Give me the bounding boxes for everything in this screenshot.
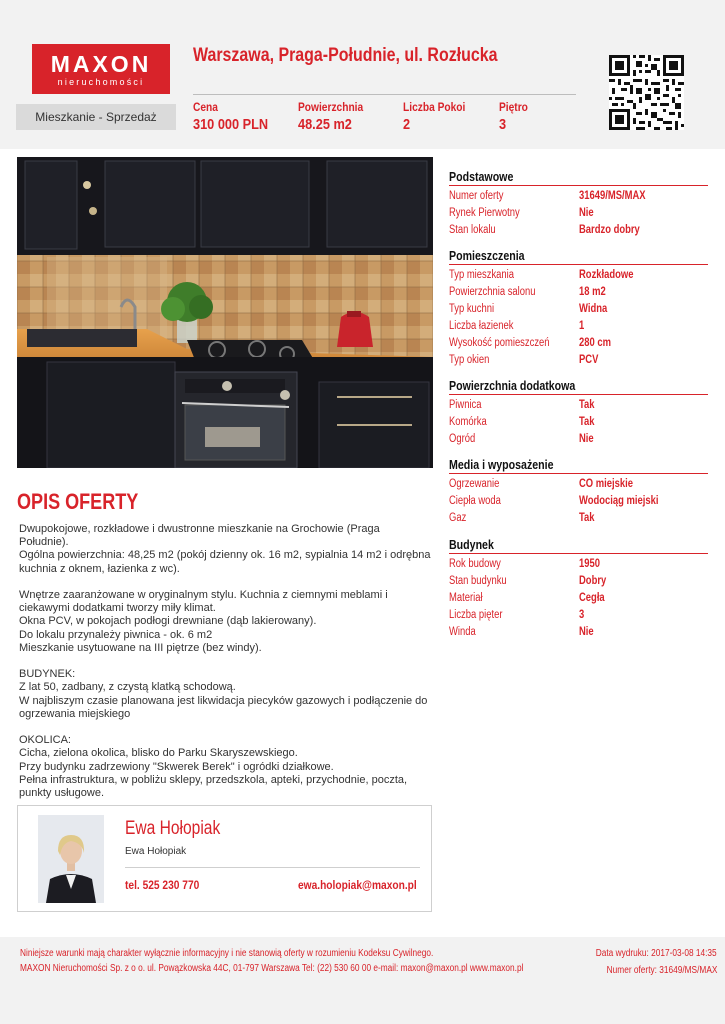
footer-print-date: Data wydruku: 2017-03-08 14:35 [596,948,717,959]
info-key: Stan budynku [449,575,507,587]
footer-offer-number: Numer oferty: 31649/MS/MAX [606,965,717,976]
section-divider [449,553,708,554]
section-title: Pomieszczenia [449,249,525,263]
info-key: Liczba pięter [449,609,503,621]
info-row [449,624,708,641]
description-title: OPIS OFERTY [17,489,139,514]
stat-price [193,100,281,133]
info-key: Liczba łazienek [449,320,514,332]
info-value: 1 [579,320,585,332]
info-row [449,590,708,607]
info-key: Winda [449,626,476,638]
info-row [449,607,708,624]
info-value: Nie [579,207,594,219]
section-divider [449,185,708,186]
info-key: Numer oferty [449,190,504,202]
property-photo[interactable] [17,157,433,468]
section-divider [449,264,708,265]
listing-title: Warszawa, Praga-Południe, ul. Rozłucka [193,45,498,66]
listing-type-badge: Mieszkanie - Sprzedaż [16,104,176,130]
info-row [449,476,708,493]
agent-email-link[interactable]: ewa.holopiak@maxon.pl [298,878,417,892]
agent-avatar [38,815,104,903]
info-key: Ciepła woda [449,495,501,507]
title-divider [193,94,576,95]
section-divider [449,473,708,474]
info-row [449,318,708,335]
info-row [449,397,708,414]
info-value: Tak [579,416,595,428]
info-row [449,573,708,590]
info-key: Typ kuchni [449,303,495,315]
agent-divider [125,867,420,868]
footer-disclaimer: Niniejsze warunki mają charakter wyłącznie informacyjny i nie stanowią oferty w rozumieniu Kodeksu Cywilnego. [20,948,434,959]
footer-company-info: MAXON Nieruchomości Sp. z o o. ul. Powązkowska 44C, 01-797 Warszawa Tel: (22) 530 60 00 e-mail: maxon@maxon.pl www.maxon.pl [20,963,524,974]
info-key: Wysokość pomieszczeń [449,337,550,349]
info-row [449,510,708,527]
agent-card [17,805,432,912]
stat-label: Piętro [499,100,528,114]
agent-subtitle: Ewa Hołopiak [125,846,187,857]
stat-floor [499,100,533,133]
info-key: Typ okien [449,354,490,366]
info-value: Nie [579,626,594,638]
section-rooms [449,248,708,369]
stat-label: Cena [193,100,218,114]
info-row [449,284,708,301]
info-key: Rynek Pierwotny [449,207,520,219]
info-key: Ogrzewanie [449,478,500,490]
info-row [449,267,708,284]
info-row [449,414,708,431]
logo-tagline: nieruchomości [57,77,145,87]
info-key: Piwnica [449,399,482,411]
info-key: Powierzchnia salonu [449,286,536,298]
info-row [449,335,708,352]
info-row [449,556,708,573]
section-utilities [449,457,708,527]
stat-label: Liczba Pokoi [403,100,466,114]
info-value: Tak [579,512,595,524]
qr-code-icon[interactable] [609,55,684,130]
info-value: 1950 [579,558,600,570]
info-row [449,222,708,239]
section-title: Media i wyposażenie [449,458,554,472]
stat-area [298,100,375,133]
section-title: Powierzchnia dodatkowa [449,379,576,393]
section-divider [449,394,708,395]
info-key: Materiał [449,592,483,604]
info-key: Komórka [449,416,487,428]
description-text: Dwupokojowe, rozkładowe i dwustronne mieszkanie na Grochowie (Praga Południe). Ogólna powierzchnia: 48,25 m2 (pokój dzienny ok. 16 m2, sypialnia 14 m2 i odrębna kuchnia z oknem, łazienka z wc). Wnętrze zaaranżowane w oryginalnym stylu. Kuchnia z ciemnymi meblami i ciekawymi dodatkami tworzy miły klimat. Okna PCV, w pokojach podłogi drewniane (dąb lakierowany). Do lokalu przynależy piwnica - ok. 6 m2 Mieszkanie usytuowane na III piętrze (bez windy). BUDYNEK: Z lat 50, zadbany, z czystą klatką schodową. W najbliszym czasie planowana jest likwidacja piecyków gazowych i podłączenie do ogrzewania miejskiego OKOLICA: Cicha, zielona okolica, blisko do Parku Skaryszewskiego. Przy budynku zadrzewiony "Skwerek Berek" i ogródki działkowe. Pełna infrastruktura, w pobliżu sklepy, przedszkola, apteki, przychodnie, poczta, punkty usługowe. [19,523,431,800]
info-row [449,188,708,205]
section-title: Podstawowe [449,170,514,184]
section-title: Budynek [449,538,494,552]
info-value: 3 [579,609,585,621]
info-value: Wodociąg miejski [579,495,659,507]
info-value: 280 cm [579,337,611,349]
info-key: Typ mieszkania [449,269,514,281]
info-row [449,301,708,318]
info-value: 31649/MS/MAX [579,190,646,202]
info-value: PCV [579,354,599,366]
info-row [449,431,708,448]
section-building [449,537,708,641]
info-row [449,493,708,510]
logo-name: MAXON [50,51,152,77]
info-value: 18 m2 [579,286,606,298]
maxon-logo[interactable] [32,44,170,94]
info-value: Widna [579,303,608,315]
agent-name: Ewa Hołopiak [125,818,221,839]
info-value: Tak [579,399,595,411]
info-key: Rok budowy [449,558,501,570]
stat-value: 3 [499,116,507,133]
agent-phone-link[interactable]: tel. 525 230 770 [125,878,200,892]
info-value: Cegła [579,592,605,604]
footer [0,937,725,1024]
section-extra-area [449,378,708,448]
info-row [449,205,708,222]
info-key: Stan lokalu [449,224,496,236]
stat-rooms [403,100,476,133]
info-key: Gaz [449,512,467,524]
stat-value: 2 [403,116,411,133]
info-value: Bardzo dobry [579,224,640,236]
info-row [449,352,708,369]
info-value: Nie [579,433,594,445]
stat-value: 310 000 PLN [193,116,269,133]
info-value: CO miejskie [579,478,633,490]
info-value: Rozkładowe [579,269,634,281]
info-value: Dobry [579,575,607,587]
stat-label: Powierzchnia [298,100,364,114]
info-key: Ogród [449,433,476,445]
header [0,0,725,149]
stat-value: 48.25 m2 [298,116,352,133]
section-basic [449,169,708,239]
